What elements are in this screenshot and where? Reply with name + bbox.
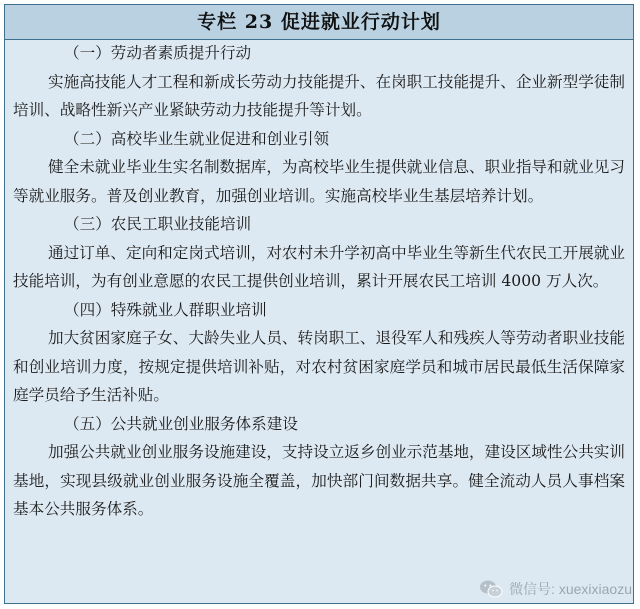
section-heading: （四）特殊就业人群职业培训 [64, 300, 267, 319]
section-heading: （三）农民工职业技能培训 [64, 215, 252, 233]
section-heading: （一）劳动者素质提升行动 [64, 44, 252, 62]
watermark-text: 微信号: xuexixiaozu [509, 581, 632, 597]
section-body: 加强公共就业创业服务设施建设，支持设立返乡创业示范基地，建设区域性公共实训基地，实现县级就业创业服务设施全覆盖，加快部门间数据共享。健全流动人员人事档案基本公共服务体系。 [13, 443, 625, 518]
section-body: 实施高技能人才工程和新成长劳动力技能提升、在岗职工技能提升、企业新型学徒制培训、战略性新兴产业紧缺劳动力技能提升等计划。 [13, 72, 625, 119]
section-heading: （二）高校毕业生就业促进和创业引领 [64, 129, 330, 148]
column-content [13, 39, 625, 524]
column-box [4, 4, 634, 604]
section-body: 通过订单、定向和定岗式培训，对农村未升学初高中毕业生等新生代农民工开展就业技能培训，为有创业意愿的农民工提供创业培训，累计开展农民工培训 4000 万人次。 [13, 243, 625, 290]
column-title: 专栏 23 促进就业行动计划 [5, 5, 633, 40]
watermark [479, 577, 632, 601]
section-body: 健全未就业毕业生实名制数据库，为高校毕业生提供就业信息、职业指导和就业见习等就业服务。普及创业教育，加强创业培训。实施高校毕业生基层培养计划。 [13, 158, 625, 205]
wechat-icon [479, 579, 503, 599]
section-heading: （五）公共就业创业服务体系建设 [64, 414, 298, 433]
section-body: 加大贫困家庭子女、大龄失业人员、转岗职工、退役军人和残疾人等劳动者职业技能和创业培训力度，按规定提供培训补贴，对农村贫困家庭学员和城市居民最低生活保障家庭学员给予生活补贴。 [13, 329, 625, 404]
